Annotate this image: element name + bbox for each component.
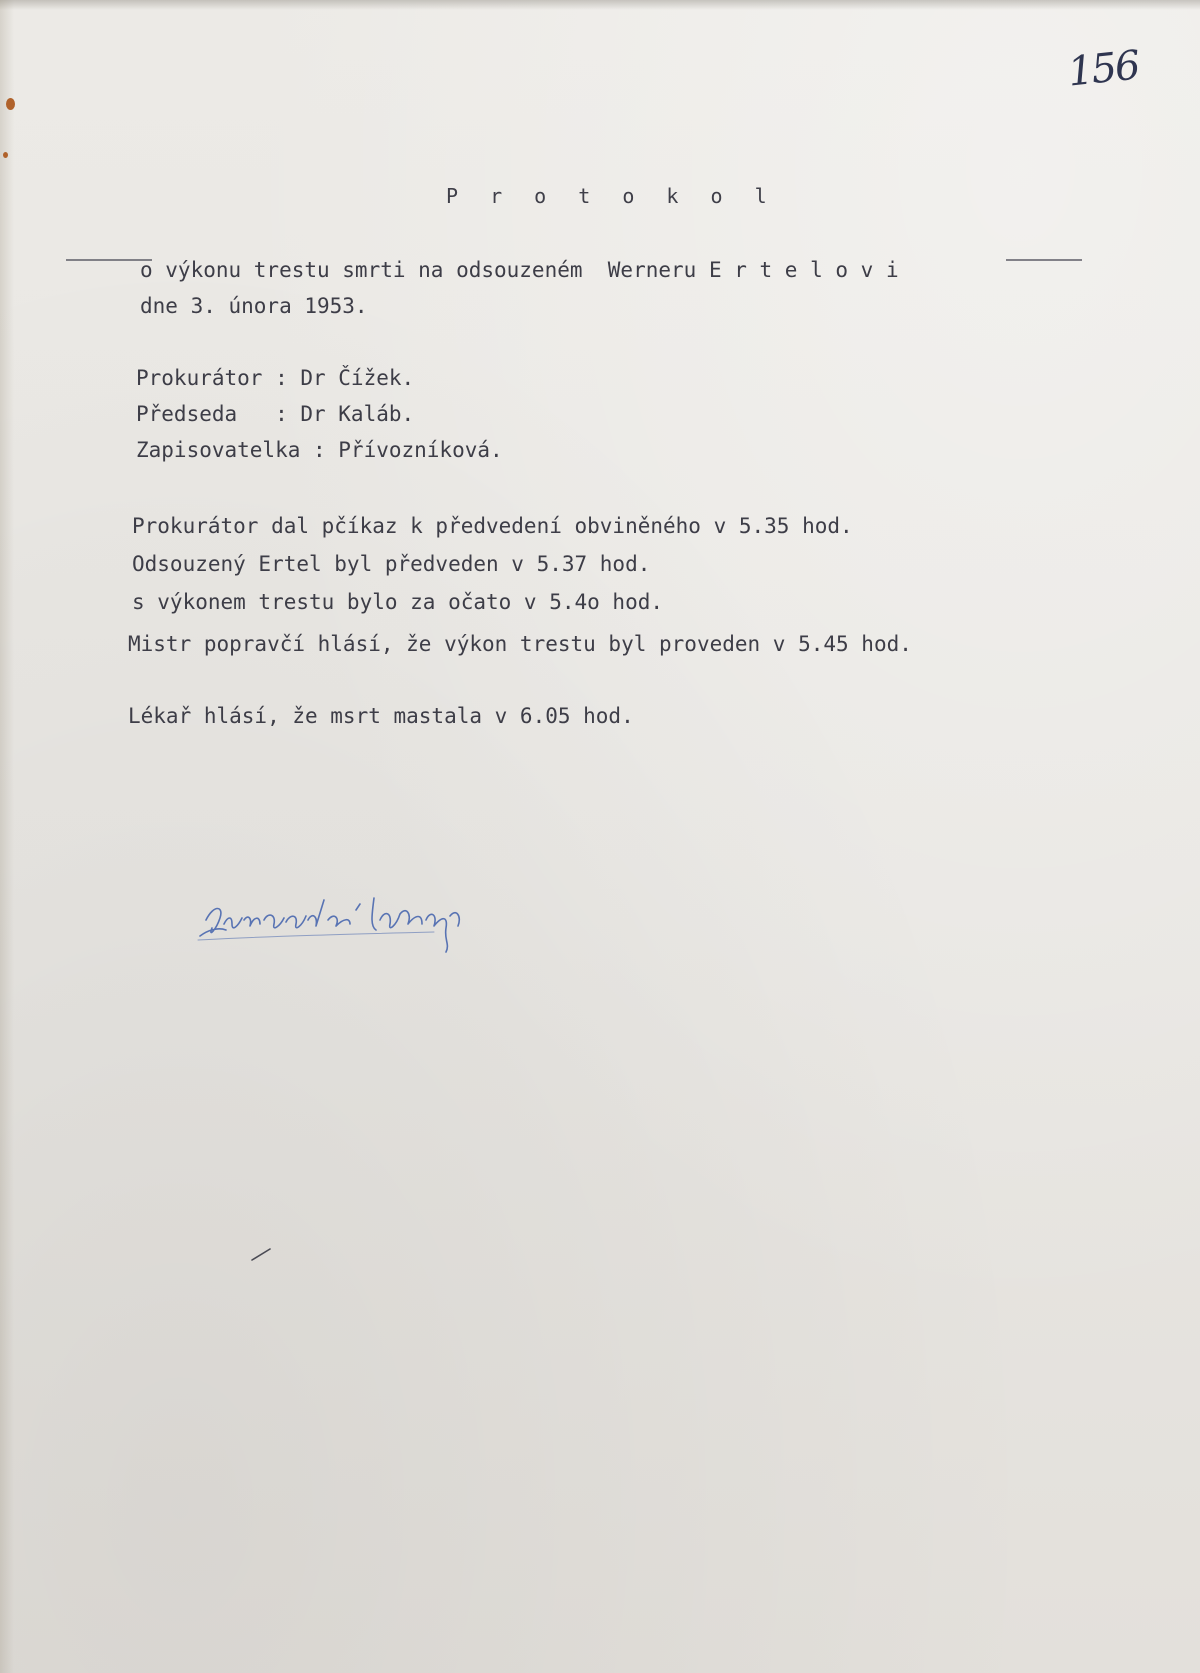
document-title: P r o t o k o l (446, 184, 777, 208)
doctor-line: Lékař hlásí, že msrt mastala v 6.05 hod. (128, 704, 634, 728)
event-line: Prokurátor dal pčíkaz k předvedení obviněného v 5.35 hod. (132, 514, 853, 538)
top-edge-shadow (0, 0, 1200, 10)
handwritten-signature (194, 880, 524, 960)
rust-spot (6, 98, 15, 110)
official-chairman: Předseda : Dr Kaláb. (136, 402, 415, 426)
rule-right (1006, 259, 1082, 261)
rust-spot (3, 152, 8, 158)
date-line: dne 3. února 1953. (140, 294, 368, 318)
official-clerk: Zapisovatelka : Přívozníková. (136, 438, 503, 462)
event-line: Mistr popravčí hlásí, že výkon trestu byl proveden v 5.45 hod. (128, 632, 912, 656)
pen-stroke-mark (250, 1246, 274, 1262)
subtitle-line: o výkonu trestu smrti na odsouzeném Werneru E r t e l o v i (140, 258, 899, 282)
event-line: s výkonem trestu bylo za očato v 5.4o hod. (132, 590, 664, 614)
event-line: Odsouzený Ertel byl předveden v 5.37 hod. (132, 552, 651, 576)
page-number: 156 (1065, 42, 1141, 96)
left-edge-shadow (0, 0, 14, 1673)
official-prosecutor: Prokurátor : Dr Čížek. (136, 366, 415, 390)
